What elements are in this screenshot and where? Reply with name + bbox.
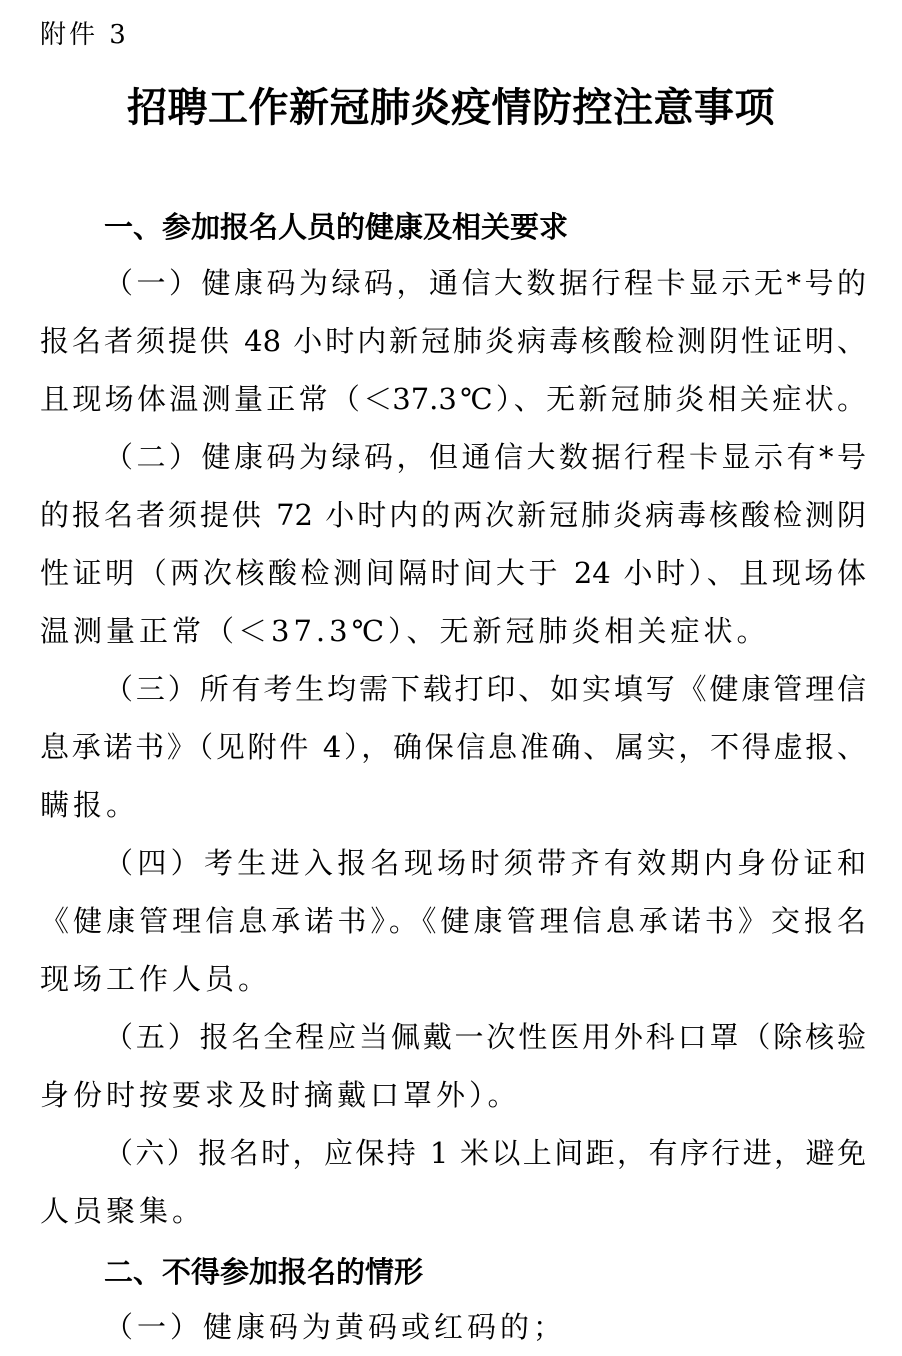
paragraph-line: 身份时按要求及时摘戴口罩外）。 xyxy=(40,1078,521,1112)
paragraph-line: 性证明（两次核酸检测间隔时间大于 24 小时）、且现场体 xyxy=(40,556,866,590)
paragraph-1-4 xyxy=(40,834,866,1008)
paragraph-line: 《健康管理信息承诺书》。《健康管理信息承诺书》交报名 xyxy=(40,904,866,938)
paragraph-1-5 xyxy=(40,1008,866,1124)
paragraph-line: 报名者须提供 48 小时内新冠肺炎病毒核酸检测阴性证明、 xyxy=(40,324,866,358)
attachment-label: 附件 3 xyxy=(40,20,129,50)
paragraph-line: （三）所有考生均需下载打印、如实填写《健康管理信 xyxy=(104,672,866,706)
paragraph-line: 温测量正常（＜37.3℃）、无新冠肺炎相关症状。 xyxy=(40,614,770,648)
paragraph-1-6 xyxy=(40,1124,866,1240)
paragraph-1-2 xyxy=(40,428,866,660)
section-heading-2: 二、不得参加报名的情形 xyxy=(104,1255,424,1289)
paragraph-line: （一）健康码为黄码或红码的； xyxy=(104,1310,567,1344)
paragraph-line: （二）健康码为绿码，但通信大数据行程卡显示有*号 xyxy=(104,440,866,474)
paragraph-line: 瞒报。 xyxy=(40,788,140,822)
paragraph-line: 且现场体温测量正常（＜37.3℃）、无新冠肺炎相关症状。 xyxy=(40,382,866,416)
paragraph-line: （一）健康码为绿码，通信大数据行程卡显示无*号的 xyxy=(104,266,866,300)
paragraph-line: （六）报名时，应保持 1 米以上间距，有序行进，避免 xyxy=(104,1136,866,1170)
section-heading-1: 一、参加报名人员的健康及相关要求 xyxy=(104,210,569,244)
document-title: 招聘工作新冠肺炎疫情防控注意事项 xyxy=(127,85,775,131)
paragraph-line: 的报名者须提供 72 小时内的两次新冠肺炎病毒核酸检测阴 xyxy=(40,498,866,532)
paragraph-line: 人员聚集。 xyxy=(40,1194,206,1228)
paragraph-2-1 xyxy=(40,1298,866,1356)
paragraph-line: 息承诺书》（见附件 4），确保信息准确、属实，不得虚报、 xyxy=(40,730,866,764)
paragraph-1-1 xyxy=(40,254,866,428)
paragraph-line: （五）报名全程应当佩戴一次性医用外科口罩（除核验 xyxy=(104,1020,866,1054)
paragraph-line: （四）考生进入报名现场时须带齐有效期内身份证和 xyxy=(104,846,866,880)
paragraph-line: 现场工作人员。 xyxy=(40,962,272,996)
paragraph-1-3 xyxy=(40,660,866,834)
